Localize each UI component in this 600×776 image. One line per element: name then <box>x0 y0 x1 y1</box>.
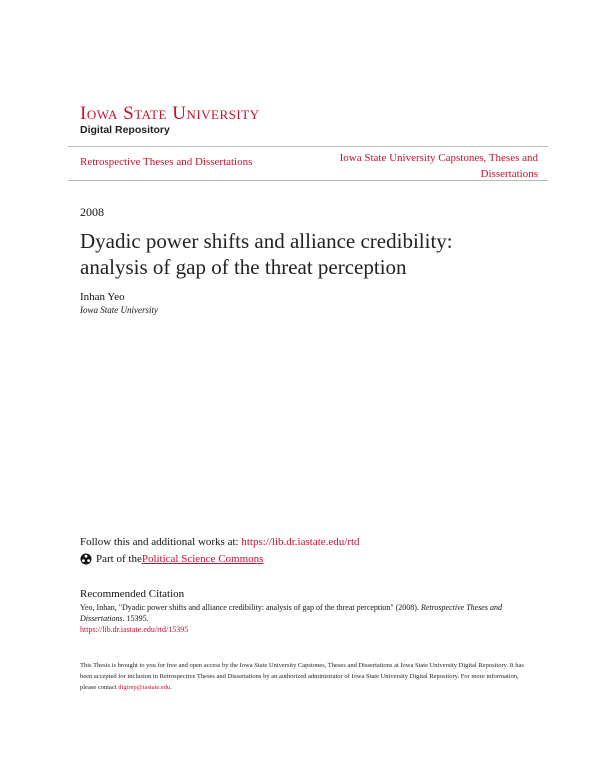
footer-notice <box>80 660 530 693</box>
capstones-link[interactable]: Iowa State University Capstones, Theses and Dissertations <box>339 152 538 180</box>
publication-year: 2008 <box>80 205 104 219</box>
top-divider <box>68 146 548 147</box>
follow-url-link[interactable]: https://lib.dr.iastate.edu/rtd <box>241 536 360 548</box>
citation-journal: Retrospective Theses and Dissertations <box>80 603 502 623</box>
citation-url-link[interactable]: https://lib.dr.iastate.edu/rtd/15395 <box>80 625 189 634</box>
logo-name: Iowa State University <box>80 103 260 124</box>
paper-title: Dyadic power shifts and alliance credibility: analysis of gap of the threat perception <box>80 229 453 279</box>
footer-end: . <box>170 684 172 691</box>
author-affiliation: Iowa State University <box>80 305 158 315</box>
citation-heading: Recommended Citation <box>80 588 185 600</box>
logo-subtitle: Digital Repository <box>80 124 170 136</box>
follow-line <box>80 536 360 548</box>
footer-text: This Thesis is brought to you for free and open access by the Iowa State University Capstones, Theses and Dissertations at Iowa State University Digital Repository. It has been accepted for inclusion in Retrospective Theses and Dissertations by an authorized administrator of Iowa State University Digital Repository. For more information, please contact <box>80 662 524 691</box>
university-logo <box>80 104 260 136</box>
follow-prefix: Follow this and additional works at: <box>80 536 242 548</box>
retrospective-theses-link[interactable]: Retrospective Theses and Dissertations <box>80 156 253 168</box>
citation-text: Yeo, Inhan, "Dyadic power shifts and alliance credibility: analysis of gap of the threat perception" (2008). <box>80 603 421 612</box>
citation-body <box>80 602 530 635</box>
citation-number: . 15395. <box>122 614 149 623</box>
part-of-line <box>80 553 263 565</box>
political-science-commons-link[interactable]: Political Science Commons <box>141 553 264 565</box>
author-name: Inhan Yeo <box>80 291 125 303</box>
nav-divider <box>68 180 548 181</box>
contact-email-link[interactable]: digirep@iastate.edu <box>118 684 171 691</box>
network-commons-icon <box>80 553 92 565</box>
part-of-prefix: Part of the <box>96 553 142 565</box>
